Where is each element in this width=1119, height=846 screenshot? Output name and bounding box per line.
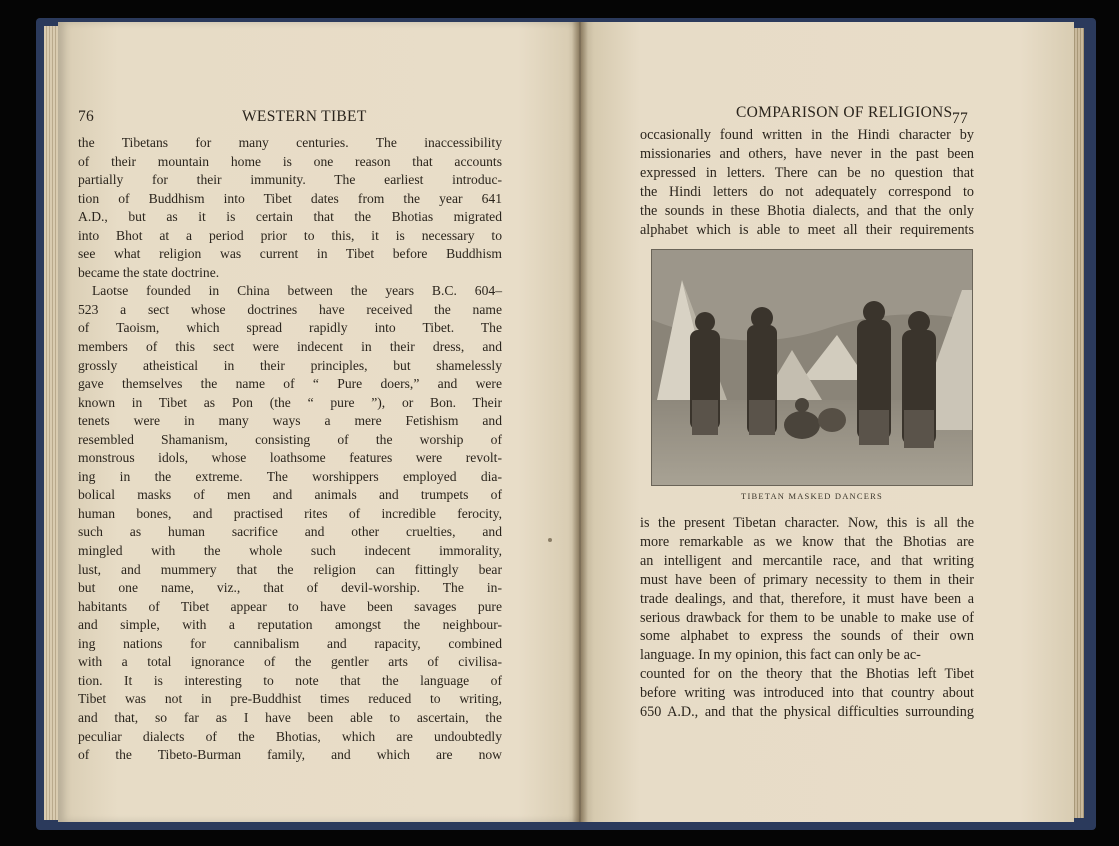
- text-line: members of this sect were indecent in their dress, and: [78, 339, 502, 355]
- text-line: such as human sacrifice and other cruelties, and: [78, 524, 502, 540]
- text-line: into Bhot at a period prior to this, it is necessary to: [78, 227, 502, 243]
- text-line: partially for their immunity. The earliest introduc-: [78, 172, 502, 188]
- text-line: A.D., but as it is certain that the Bhotias migrated: [78, 209, 502, 225]
- text-line: an intelligent and mercantile race, and that writing: [640, 552, 974, 569]
- text-line: resembled Shamanism, consisting of the worship of: [78, 431, 502, 447]
- text-line: bolical masks of men and animals and trumpets of: [78, 487, 502, 503]
- text-line: more remarkable as we know that the Bhotias are: [640, 533, 974, 550]
- text-line: the Hindi letters do not adequately correspond to: [640, 183, 974, 200]
- text-line: before writing was introduced into that country about: [640, 685, 974, 702]
- text-line: ing in the extreme. The worshippers employed dia-: [78, 468, 502, 484]
- text-line: Laotse founded in China between the years B.C. 604–: [92, 283, 502, 299]
- text-line: Tibet was not in pre-Buddhist times reduced to writing,: [78, 691, 502, 707]
- text-line: became the state doctrine.: [78, 264, 220, 280]
- text-line: habitants of Tibet appear to have been savages pure: [78, 598, 502, 614]
- text-line: 650 A.D., and that the physical difficulties surrounding: [640, 704, 974, 721]
- text-line: see what religion was current in Tibet before Buddhism: [78, 246, 502, 262]
- book-gutter: [572, 22, 588, 822]
- text-line: is the present Tibetan character. Now, this is all the: [640, 515, 974, 531]
- text-line: known in Tibet as Pon (the “ pure ”), or Bon. Their: [78, 394, 502, 410]
- figure-caption: TIBETAN MASKED DANCERS: [741, 491, 883, 501]
- text-line: missionaries and others, have never in the past been: [640, 145, 974, 162]
- left-page-text: [78, 134, 502, 765]
- text-line: monstrous idols, whose loathsome features were revolt-: [78, 450, 502, 466]
- right-page-number: 77: [952, 110, 969, 127]
- right-page-text-top: [640, 126, 974, 239]
- text-line: tion of Buddhism into Tibet dates from the year 641: [78, 190, 502, 206]
- text-line: and that, so far as I have been able to ascertain, the: [78, 709, 502, 725]
- tibetan-dancers-photo: [652, 250, 972, 485]
- right-running-head: COMPARISON OF RELIGIONS: [736, 104, 953, 121]
- text-line: human bones, and practised rites of incredible ferocity,: [78, 505, 502, 521]
- text-line: tenets were in many ways a mere Fetishism and: [78, 413, 502, 429]
- text-line: language. In my opinion, this fact can only be ac-: [640, 647, 921, 664]
- text-line: of Taoism, which spread rapidly into Tibet. The: [78, 320, 502, 336]
- page-mark: [548, 538, 552, 542]
- text-line: occasionally found written in the Hindi character by: [640, 127, 974, 143]
- left-running-head: WESTERN TIBET: [242, 108, 367, 125]
- text-line: mingled with the whole such indecent immorality,: [78, 543, 502, 559]
- text-line: of their mountain home is one reason that accounts: [78, 153, 502, 169]
- text-line: counted for on the theory that the Bhotias left Tibet: [640, 666, 974, 683]
- text-line: the Tibetans for many centuries. The inaccessibility: [78, 135, 502, 150]
- text-line: alphabet which is able to meet all their requirements: [640, 221, 974, 238]
- text-line: grossly atheistical in their principles, but shamelessly: [78, 357, 502, 373]
- text-line: must have been of primary necessity to them in their: [640, 571, 974, 588]
- text-line: gave themselves the name of “ Pure doers,” and were: [78, 376, 502, 392]
- photo-illustration: [652, 250, 972, 485]
- text-line: with a total ignorance of the gentler arts of civilisa-: [78, 654, 502, 670]
- text-line: and simple, with a reputation amongst the neighbour-: [78, 617, 502, 633]
- text-line: serious drawback for them to be unable to make use of: [640, 609, 974, 626]
- text-line: of the Tibeto-Burman family, and which are now: [78, 747, 502, 763]
- text-line: 523 a sect whose doctrines have received the name: [78, 301, 502, 317]
- text-line: but one name, viz., that of devil-worship. The in-: [78, 580, 502, 596]
- text-line: trade dealings, and that, therefore, it must have been a: [640, 590, 974, 607]
- text-line: lust, and mummery that the religion can fittingly bear: [78, 561, 502, 577]
- right-page-text-bottom: [640, 514, 974, 722]
- text-line: the sounds in these Bhotia dialects, and that the only: [640, 202, 974, 219]
- text-line: ing nations for cannibalism and rapacity, combined: [78, 635, 502, 651]
- text-line: peculiar dialects of the Bhotias, which are undoubtedly: [78, 728, 502, 744]
- text-line: expressed in letters. There can be no question that: [640, 164, 974, 181]
- text-line: some alphabet to express the sounds of their own: [640, 628, 974, 645]
- text-line: tion. It is interesting to note that the language of: [78, 672, 502, 688]
- left-page-number: 76: [78, 108, 95, 125]
